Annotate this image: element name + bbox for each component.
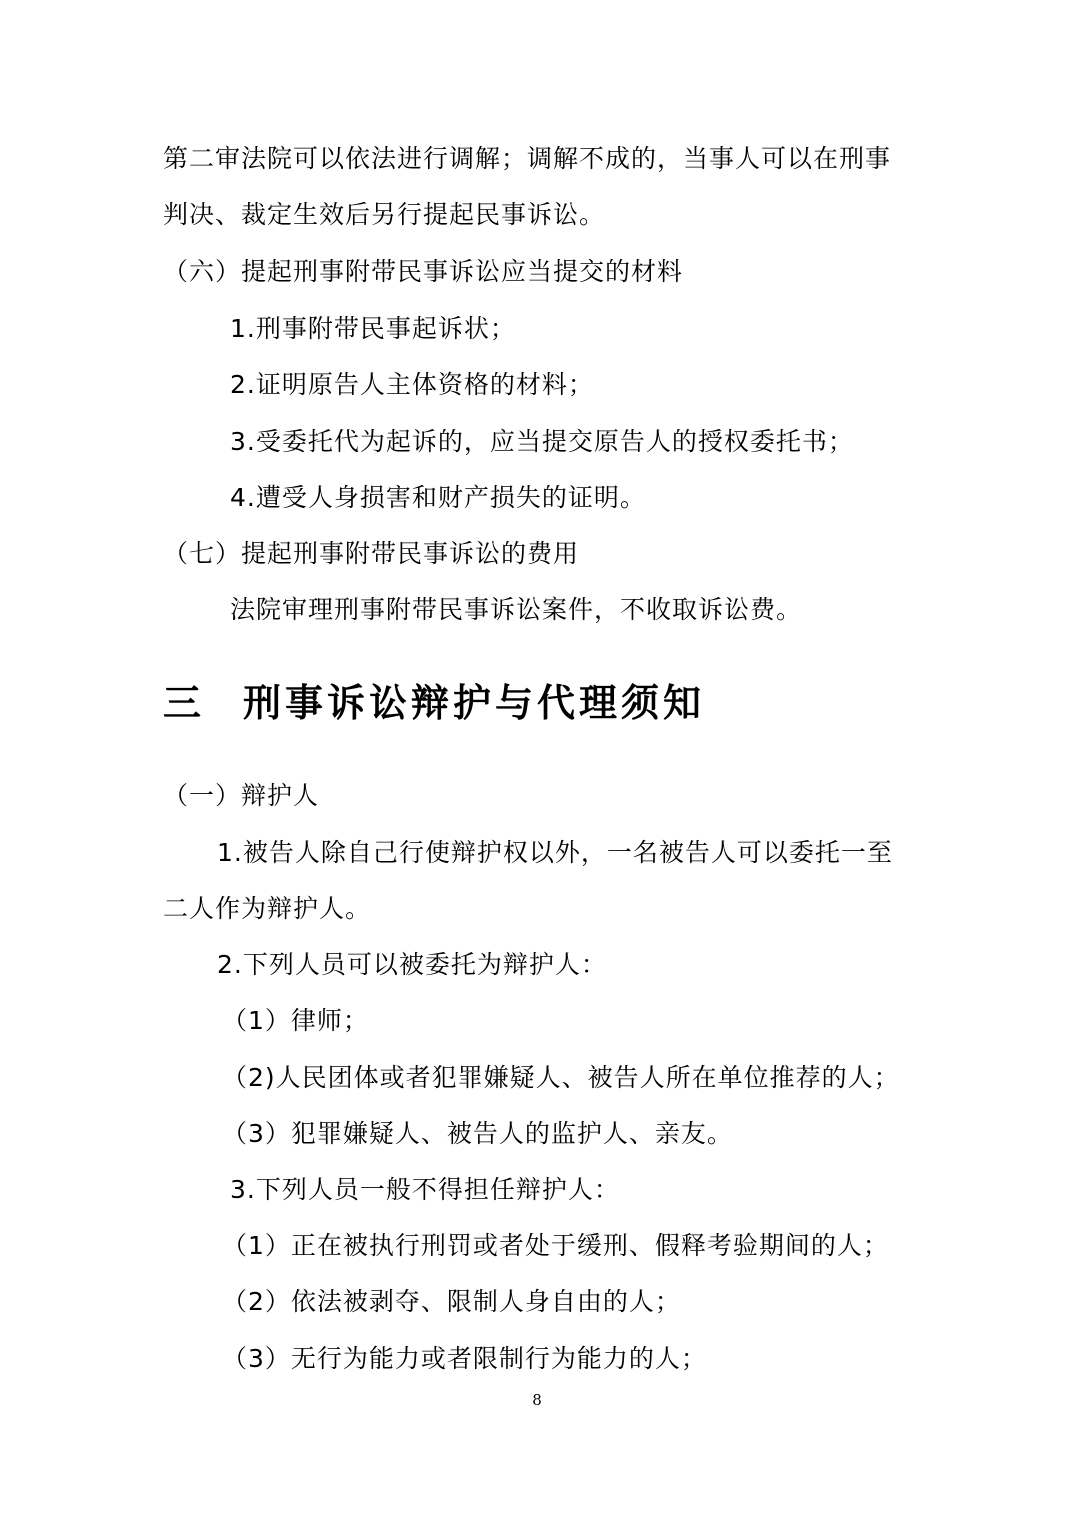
subheading-six: （六）提起刑事附带民事诉讼应当提交的材料 xyxy=(163,257,684,286)
body-line: 判决、裁定生效后另行提起民事诉讼。 xyxy=(163,200,606,229)
list-item: （1）律师； xyxy=(222,1006,369,1035)
body-line: 1.被告人除自己行使辩护权以外，一名被告人可以委托一至 xyxy=(217,838,893,867)
body-line: 2.下列人员可以被委托为辩护人： xyxy=(217,950,607,979)
list-item: 4.遭受人身损害和财产损失的证明。 xyxy=(230,483,646,512)
list-item: （2)人民团体或者犯罪嫌疑人、被告人所在单位推荐的人； xyxy=(222,1063,900,1092)
list-item: （3）犯罪嫌疑人、被告人的监护人、亲友。 xyxy=(222,1119,733,1148)
body-line: 第二审法院可以依法进行调解；调解不成的，当事人可以在刑事 xyxy=(163,144,892,173)
section-heading xyxy=(163,680,705,726)
list-item: （3）无行为能力或者限制行为能力的人； xyxy=(222,1344,707,1373)
page-number: 8 xyxy=(532,1391,542,1409)
body-line: 3.下列人员一般不得担任辩护人： xyxy=(230,1175,620,1204)
section-number: 三 xyxy=(163,681,206,725)
list-item: （1）正在被执行刑罚或者处于缓刑、假释考验期间的人； xyxy=(222,1231,889,1260)
list-item: 3.受委托代为起诉的，应当提交原告人的授权委托书； xyxy=(230,427,854,456)
body-line: 法院审理刑事附带民事诉讼案件，不收取诉讼费。 xyxy=(230,595,803,624)
list-item: 2.证明原告人主体资格的材料； xyxy=(230,370,594,399)
section-title: 刑事诉讼辩护与代理须知 xyxy=(243,681,706,725)
body-line: 二人作为辩护人。 xyxy=(163,894,372,923)
list-item: （2）依法被剥夺、限制人身自由的人； xyxy=(222,1287,681,1316)
subheading-seven: （七）提起刑事附带民事诉讼的费用 xyxy=(163,539,580,568)
list-item: 1.刑事附带民事起诉状； xyxy=(230,314,516,343)
subheading-one: （一）辩护人 xyxy=(163,781,320,810)
